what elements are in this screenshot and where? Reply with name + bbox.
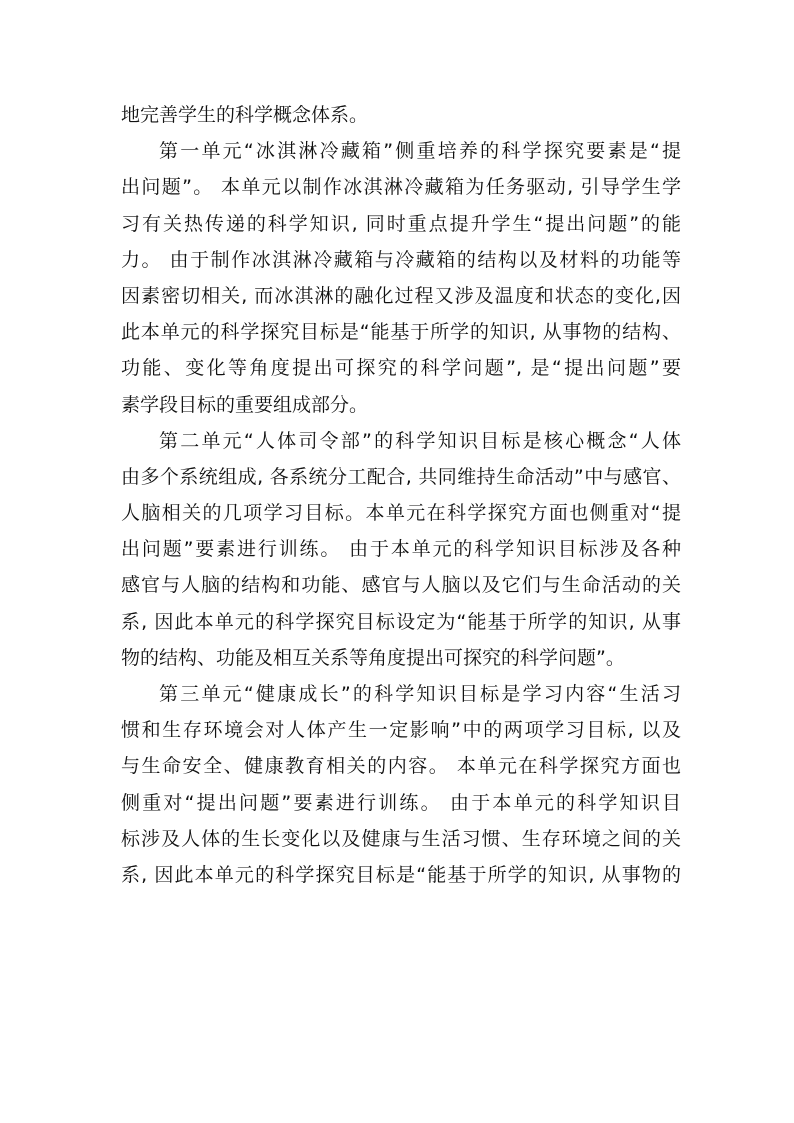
paragraph-line: 功能、变化等角度提出可探究的科学问题”, 是“提出问题”要 — [121, 357, 681, 380]
body-text — [121, 97, 681, 893]
paragraph-line: 系, 因此本单元的科学探究目标设定为“能基于所学的知识, 从事 — [121, 610, 681, 633]
paragraph-line: 地完善学生的科学概念体系。 — [121, 104, 369, 126]
paragraph-line: 感官与人脑的结构和功能、感官与人脑以及它们与生命活动的关 — [121, 574, 681, 597]
paragraph-line: 出问题”。 本单元以制作冰淇淋冷藏箱为任务驱动, 引导学生学 — [121, 176, 681, 199]
paragraph-line: 惯和生存环境会对人体产生一定影响”中的两项学习目标, 以及 — [121, 719, 681, 742]
paragraph-line: 与生命安全、健康教育相关的内容。 本单元在科学探究方面也 — [121, 755, 681, 778]
paragraph-line: 侧重对“提出问题”要素进行训练。 由于本单元的科学知识目 — [121, 791, 681, 814]
paragraph-line: 第二单元“人体司令部”的科学知识目标是核心概念“人体 — [159, 429, 681, 452]
paragraph-line: 力。 由于制作冰淇淋冷藏箱与冷藏箱的结构以及材料的功能等 — [121, 248, 681, 271]
paragraph-line: 物的结构、功能及相互关系等角度提出可探究的科学问题”。 — [121, 646, 625, 669]
paragraph-line: 第三单元“健康成长”的科学知识目标是学习内容“生活习 — [159, 683, 681, 705]
paragraph-line: 因素密切相关, 而冰淇淋的融化过程又涉及温度和状态的变化,因 — [121, 284, 681, 307]
paragraph-line: 习有关热传递的科学知识, 同时重点提升学生“提出问题”的能 — [121, 212, 681, 235]
paragraph-line: 人脑相关的几项学习目标。本单元在科学探究方面也侧重对“提 — [121, 502, 681, 525]
paragraph-line: 由多个系统组成, 各系统分工配合, 共同维持生命活动”中与感官、 — [121, 465, 681, 488]
paragraph-line: 标涉及人体的生长变化以及健康与生活习惯、生存环境之间的关 — [121, 827, 681, 850]
paragraph-line: 此本单元的科学探究目标是“能基于所学的知识, 从事物的结构、 — [121, 321, 681, 344]
paragraph-line: 素学段目标的重要组成部分。 — [121, 393, 369, 416]
paragraph-line: 第一单元“冰淇淋冷藏箱”侧重培养的科学探究要素是“提 — [159, 140, 681, 163]
paragraph-line: 系, 因此本单元的科学探究目标是“能基于所学的知识, 从事物的 — [121, 863, 681, 886]
paragraph-line: 出问题”要素进行训练。 由于本单元的科学知识目标涉及各种 — [121, 538, 681, 561]
